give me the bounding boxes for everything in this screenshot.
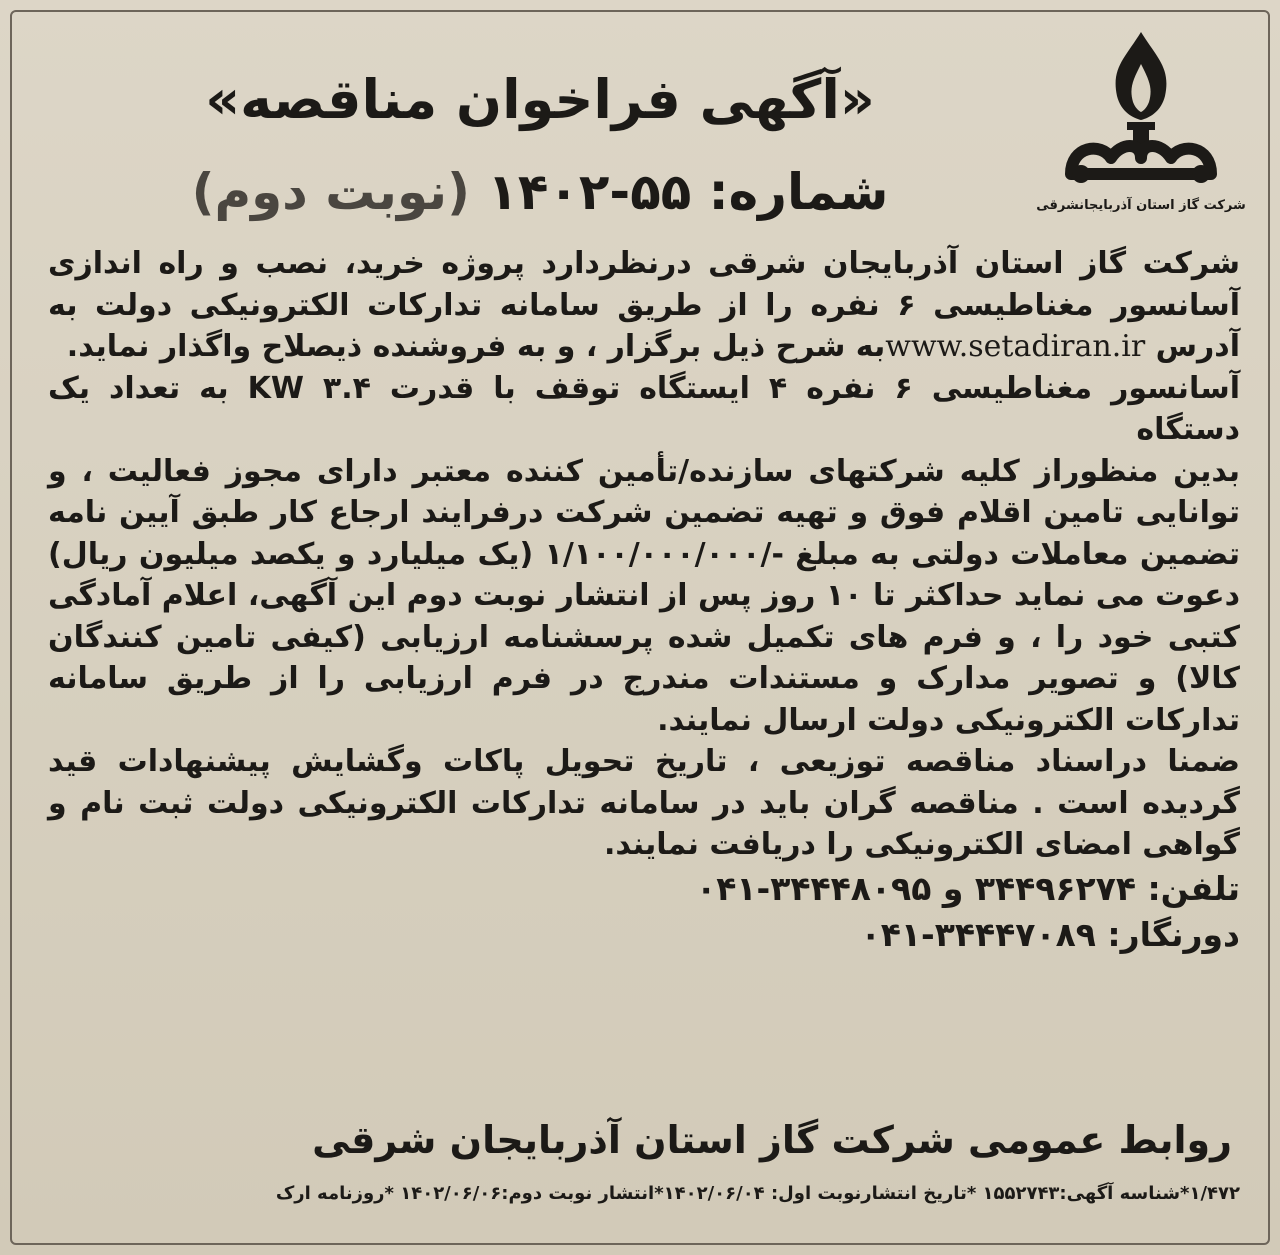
fax-value: ۳۴۴۴۷۰۸۹-۰۴۱ xyxy=(860,914,1096,954)
fax-label: دورنگار: xyxy=(1107,914,1240,954)
phone-value: ۳۴۴۹۶۲۷۴ و ۳۴۴۴۸۰۹۵-۰۴۱ xyxy=(696,868,1136,908)
phone-line xyxy=(48,866,1240,912)
paragraph-item: آسانسور مغناطیسی ۶ نفره ۴ ایستگاه توقف با قدرت KW ۳.۴ به تعداد یک دستگاه xyxy=(48,370,1240,447)
ad-title: «آگهی فراخوان مناقصه» xyxy=(205,68,875,131)
signature: روابط عمومی شرکت گاز استان آذربایجان شرقی xyxy=(312,1118,1232,1162)
publication-footer: ۱/۴۷۲*شناسه آگهی:۱۵۵۲۷۴۳ *تاریخ انتشارنوبت اول: ۱۴۰۲/۰۶/۰۴*انتشار نوبت دوم:۱۴۰۲/۰۶/۰۶ *روزنامه ارک xyxy=(275,1183,1240,1204)
flame-gas-company-logo-icon xyxy=(1041,24,1241,194)
ad-number-line xyxy=(150,165,930,220)
paragraph-invitation: بدین منظوراز کلیه شرکتهای سازنده/تأمین کننده معتبر دارای مجوز فعالیت ، و توانایی تامین اقلام فوق و تهیه تضمین شرکت درفرایند ارجاع کار طبق آیین نامه تضمین معاملات دولتی به مبلغ -/۱/۱۰۰/۰۰۰/۰۰۰ (یک میلیارد و یکصد میلیون ریال) دعوت می نماید حداکثر تا ۱۰ روز پس از انتشار نوبت دوم این آگهی، اعلام آمادگی کتبی خود را ، و فرم های تکمیل شده پرسشنامه ارزیابی (کیفی تامین کنندگان کالا) و تصویر مدارک و مستندات مندرج در فرم ارزیابی را از طریق سامانه تدارکات الکترونیکی دولت ارسال نمایند. xyxy=(48,453,1240,738)
setadiran-url: www.setadiran.ir xyxy=(885,329,1146,364)
fax-line xyxy=(48,912,1240,958)
company-logo xyxy=(1026,24,1256,234)
paragraph-notes: ضمنا دراسناد مناقصه توزیعی ، تاریخ تحویل پاکات وگشایش پیشنهادات قید گردیده است . مناقصه گران باید در سامانه تدارکات الکترونیکی دولت ثبت نام و گواهی امضای الکترونیکی را دریافت نمایند. xyxy=(48,744,1240,862)
ad-round: (نوبت دوم) xyxy=(191,163,470,221)
paragraph-intro xyxy=(48,243,1240,368)
ad-number: شماره: ۵۵-۱۴۰۲ xyxy=(487,163,889,221)
phone-label: تلفن: xyxy=(1147,868,1240,908)
intro-text-end: به شرح ذیل برگزار ، و به فروشنده ذیصلاح واگذار نماید. xyxy=(66,329,886,364)
ad-body xyxy=(48,243,1240,958)
intro-text: شرکت گاز استان آذربایجان شرقی درنظردارد پروژه خرید، نصب و راه اندازی آسانسور مغناطیسی ۶ نفره را از طریق سامانه تدارکات الکترونیکی دولت به آدرس xyxy=(48,246,1240,364)
logo-caption: شرکت گاز استان آذربایجانشرقی xyxy=(1036,198,1246,213)
